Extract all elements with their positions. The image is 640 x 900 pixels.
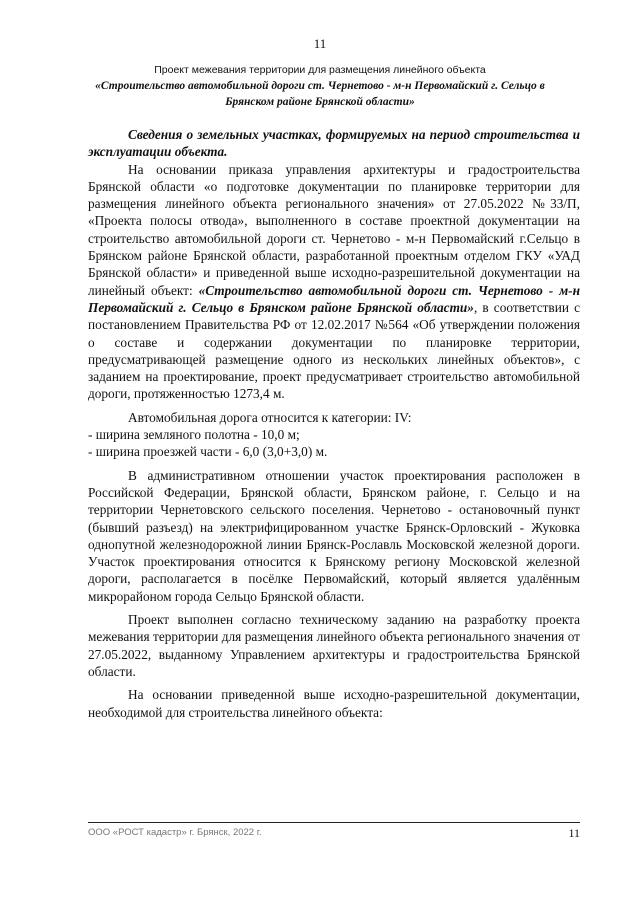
- paragraph-location: В административном отношении участок проектирования расположен в Российской Федерации, Брянской области, Брянском районе, г. Сельцо и на территории Чернетовского сельского поселения. Чернетово - остановочный пункт (бывший разъезд) на электрифицированном участке Брянск-Орловский - Жуковка однопутной железнодорожной линии Брянск-Рославль Московской железной дороги. Участок проектирования относится к Брянскому региону Московской железной дороги, располагается в посёлке Первомайский, который является удалённым микрорайоном города Сельцо Брянской области.: [88, 467, 580, 604]
- paragraph-basis: [88, 161, 580, 403]
- footer-company: ООО «РОСТ кадастр» г. Брянск, 2022 г.: [88, 827, 262, 838]
- paragraph-basis-final: На основании приведенной выше исходно-разрешительной документации, необходимой для строительства линейного объекта:: [88, 687, 580, 720]
- object-name: «Строительство автомобильной дороги ст. Чернетово - м-н Первомайский г. Сельцо в Брянском районе Брянской области»: [88, 282, 580, 315]
- body-text: [88, 126, 580, 721]
- header-line-2: «Строительство автомобильной дороги ст. Чернетово - м-н Первомайский г. Сельцо в Брянском районе Брянской области»: [95, 80, 545, 108]
- paragraph-basis-text: На основании приказа управления архитектуры и градостроительства Брянской области «о подготовке документации по планировке территории для размещения линейного объекта регионального значения» от 27.05.2022 №33/П, «Проекта полосы отвода», выполненного в составе проектной документации на строительство автомобильной дороги ст. Чернетово - м-н Первомайский г.Сельцо в Брянском районе Брянской области, разработанной проектным отделом ГКУ «УАД Брянской области» и приведенной выше исходно-разрешительной документации на линейный объект:: [88, 161, 580, 298]
- paragraph-terms: Проект выполнен согласно техническому заданию на разработку проекта межевания территории для размещения линейного объекта регионального значения от 27.05.2022, выданному Управлением архитектуры и градостроительства Брянской области.: [88, 612, 580, 679]
- header-line-1: Проект межевания территории для размещения линейного объекта: [154, 64, 486, 76]
- page-number-bottom: 11: [568, 826, 580, 840]
- road-param-width-bed: - ширина земляного полотна - 10,0 м;: [88, 427, 300, 443]
- page-number-top: 11: [313, 36, 327, 51]
- road-param-width-carriageway: - ширина проезжей части - 6,0 (3,0+3,0) м.: [88, 444, 328, 460]
- document-header: [70, 62, 570, 110]
- paragraph-basis-rest: , в соответствии с постановлением Правительства РФ от 12.02.2017 №564 «Об утверждении положения о составе и содержании документации по планировке территории, предусматривающей размещение одного из нескольких линейных объектов», с заданием на проектирование, проект предусматривает строительство автомобильной дороги, протяженностью 1273,4 м.: [88, 299, 580, 402]
- road-category: Автомобильная дорога относится к категории: IV:: [128, 409, 412, 425]
- section-title: Сведения о земельных участках, формируемых на период строительства и эксплуатации объекта.: [88, 127, 580, 160]
- page-footer: [88, 822, 580, 838]
